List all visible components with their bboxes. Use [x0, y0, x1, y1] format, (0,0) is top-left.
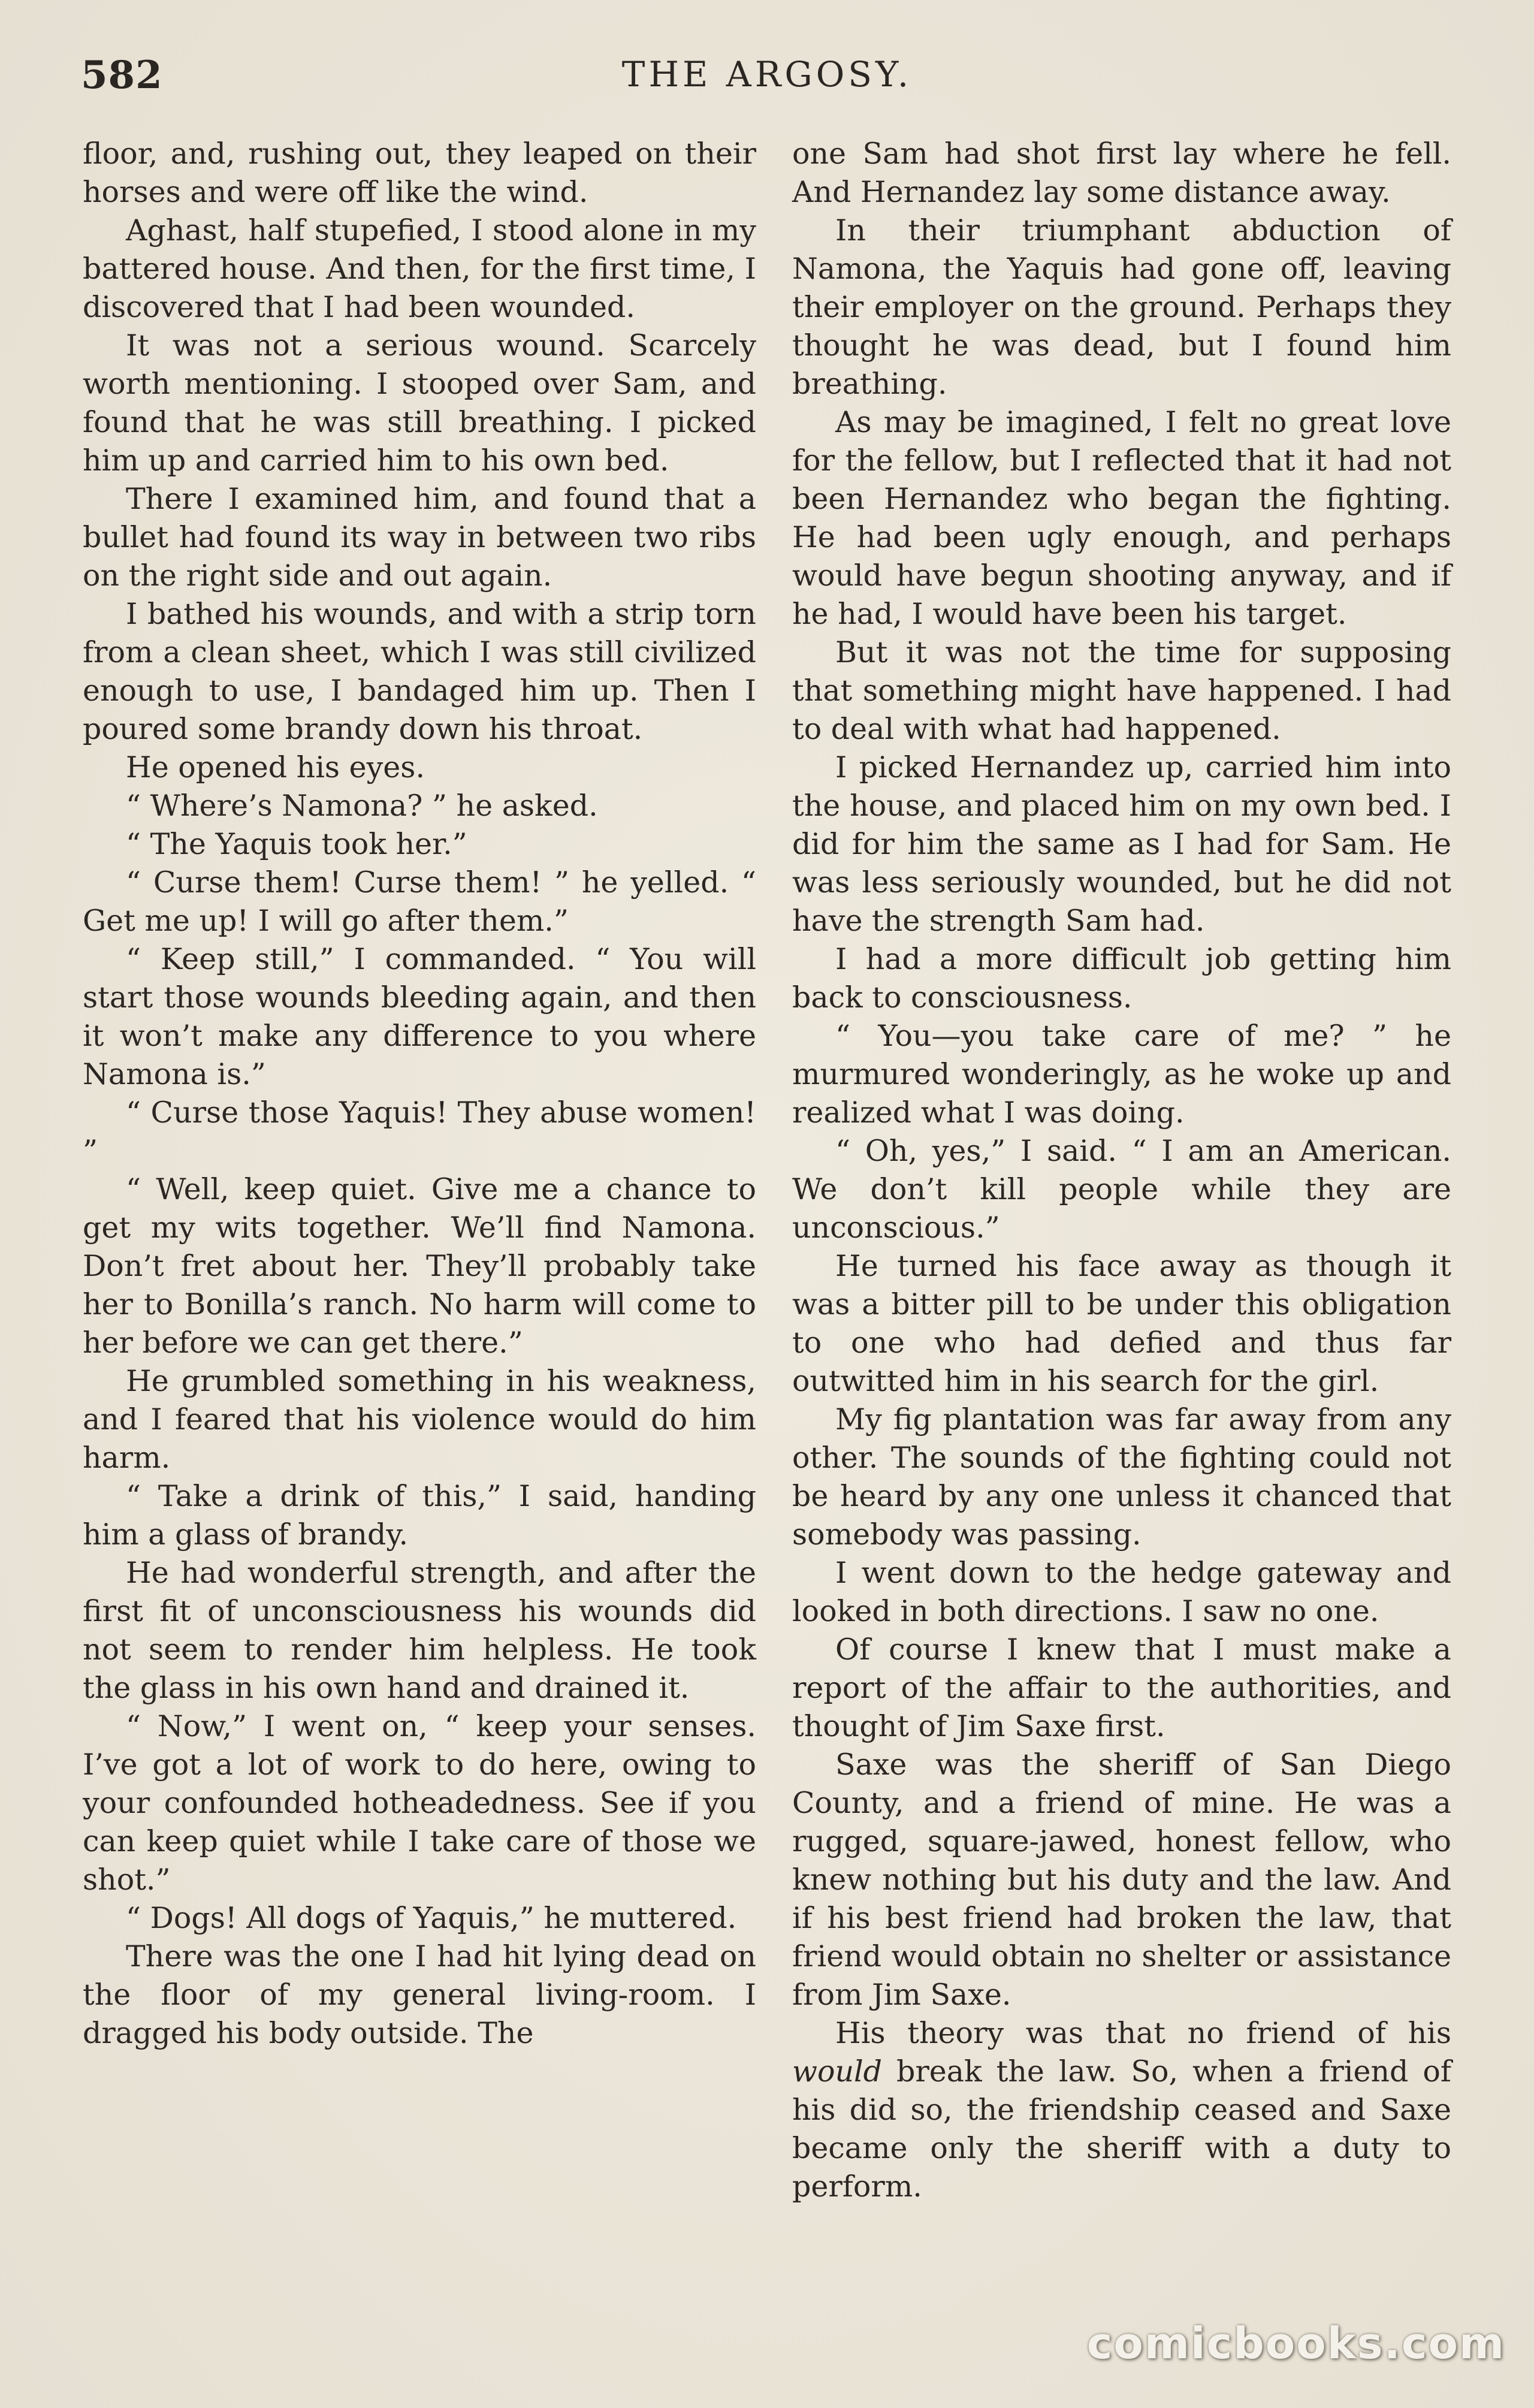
final-paragraph	[792, 2014, 1451, 2206]
paragraph: “ Where’s Namona? ” he asked.	[126, 789, 598, 823]
paragraph: “ Take a drink of this,” I said, handing him a glass of brandy.	[83, 1479, 756, 1552]
paragraph: There I examined him, and found that a bullet had found its way in between two ribs on the right side and out again.	[83, 482, 756, 593]
paragraph: “ Curse them! Curse them! ” he yelled. “ Get me up! I will go after them.”	[83, 865, 756, 938]
running-title: THE ARGOSY.	[621, 54, 913, 95]
text-run: break the law. So, when a friend of his did so, the friendship ceased and Saxe became only the sheriff with a duty to perform.	[792, 2054, 1451, 2204]
emphasis-text: would	[792, 2054, 883, 2089]
paragraph: My fig plantation was far away from any other. The sounds of the fighting could not be heard by any one unless it chanced that somebody was passing.	[792, 1402, 1451, 1552]
watermark: comicbooks.com	[1086, 2318, 1505, 2368]
paragraph: “ Now,” I went on, “ keep your senses. I’ve got a lot of work to do here, owing to your confounded hotheadedness. See if you can keep quiet while I take care of those we shot.”	[83, 1709, 756, 1897]
paragraph: Aghast, half stupefied, I stood alone in my battered house. And then, for the first time, I discovered that I had been wounded.	[83, 213, 756, 324]
paragraph: I went down to the hedge gateway and looked in both directions. I saw no one.	[792, 1556, 1451, 1628]
paragraph: I bathed his wounds, and with a strip torn from a clean sheet, which I was still civilized enough to use, I bandaged him up. Then I poured some brandy down his throat.	[83, 597, 756, 746]
paragraph: In their triumphant abduction of Namona, the Yaquis had gone off, leaving their employer on the ground. Perhaps they thought he was dead, but I found him breathing.	[792, 213, 1451, 401]
right-column	[792, 135, 1451, 2334]
paragraph: “ You—you take care of me? ” he murmured wonderingly, as he woke up and realized what I was doing.	[792, 1019, 1451, 1130]
paragraph: “ Curse those Yaquis! They abuse women! ”	[83, 1096, 756, 1168]
left-column	[83, 135, 756, 2334]
paragraph: Saxe was the sheriff of San Diego County, and a friend of mine. He was a rugged, square-jawed, honest fellow, who knew nothing but his duty and the law. And if his best friend had broken the law, that friend would obtain no shelter or assistance from Jim Saxe.	[792, 1748, 1451, 2012]
paragraph: I picked Hernandez up, carried him into the house, and placed him on my own bed. I did for him the same as I had for Sam. He was less seriously wounded, but he did not have the strength Sam had.	[792, 750, 1451, 938]
paragraph: He turned his face away as though it was a bitter pill to be under this obligation to one who had defied and thus far outwitted him in his search for the girl.	[792, 1249, 1451, 1398]
paragraph: He opened his eyes.	[126, 750, 425, 784]
page-header	[81, 53, 1453, 107]
paragraph: one Sam had shot first lay where he fell. And Hernandez lay some distance away.	[792, 137, 1451, 209]
paragraph: “ Dogs! All dogs of Yaquis,” he muttered.	[126, 1901, 737, 1935]
paragraph: floor, and, rushing out, they leaped on their horses and were off like the wind.	[83, 137, 756, 209]
paragraph: Of course I knew that I must make a report of the affair to the authorities, and thought of Jim Saxe first.	[792, 1633, 1451, 1743]
paragraph: As may be imagined, I felt no great love for the fellow, but I reflected that it had not been Hernandez who began the fighting. He had been ugly enough, and perhaps would have begun shooting anyway, and if he had, I would have been his target.	[792, 405, 1451, 631]
paragraph: “ The Yaquis took her.”	[126, 827, 467, 861]
paragraph: “ Well, keep quiet. Give me a chance to get my wits together. We’ll find Namona. Don’t fret about her. They’ll probably take her to Bonilla’s ranch. No harm will come to her before we can get there.”	[83, 1172, 756, 1360]
paragraph: He had wonderful strength, and after the first fit of unconsciousness his wounds did not seem to render him helpless. He took the glass in his own hand and drained it.	[83, 1556, 756, 1705]
paragraph: “ Keep still,” I commanded. “ You will start those wounds bleeding again, and then it won’t make any difference to you where Namona is.”	[83, 942, 756, 1091]
paragraph: He grumbled something in his weakness, and I feared that his violence would do him harm.	[83, 1364, 756, 1475]
text-run: His theory was that no friend of his	[835, 2016, 1451, 2050]
paragraph: There was the one I had hit lying dead on the floor of my general living-room. I dragged his body outside. The	[83, 1939, 756, 2050]
paragraph: I had a more difficult job getting him back to consciousness.	[792, 942, 1451, 1015]
paragraph: It was not a serious wound. Scarcely worth mentioning. I stooped over Sam, and found that he was still breathing. I picked him up and carried him to his own bed.	[83, 328, 756, 478]
paragraph: But it was not the time for supposing that something might have happened. I had to deal with what had happened.	[792, 635, 1451, 746]
page-number: 582	[81, 53, 163, 98]
paragraph: “ Oh, yes,” I said. “ I am an American. We don’t kill people while they are unconscious.”	[792, 1134, 1451, 1245]
